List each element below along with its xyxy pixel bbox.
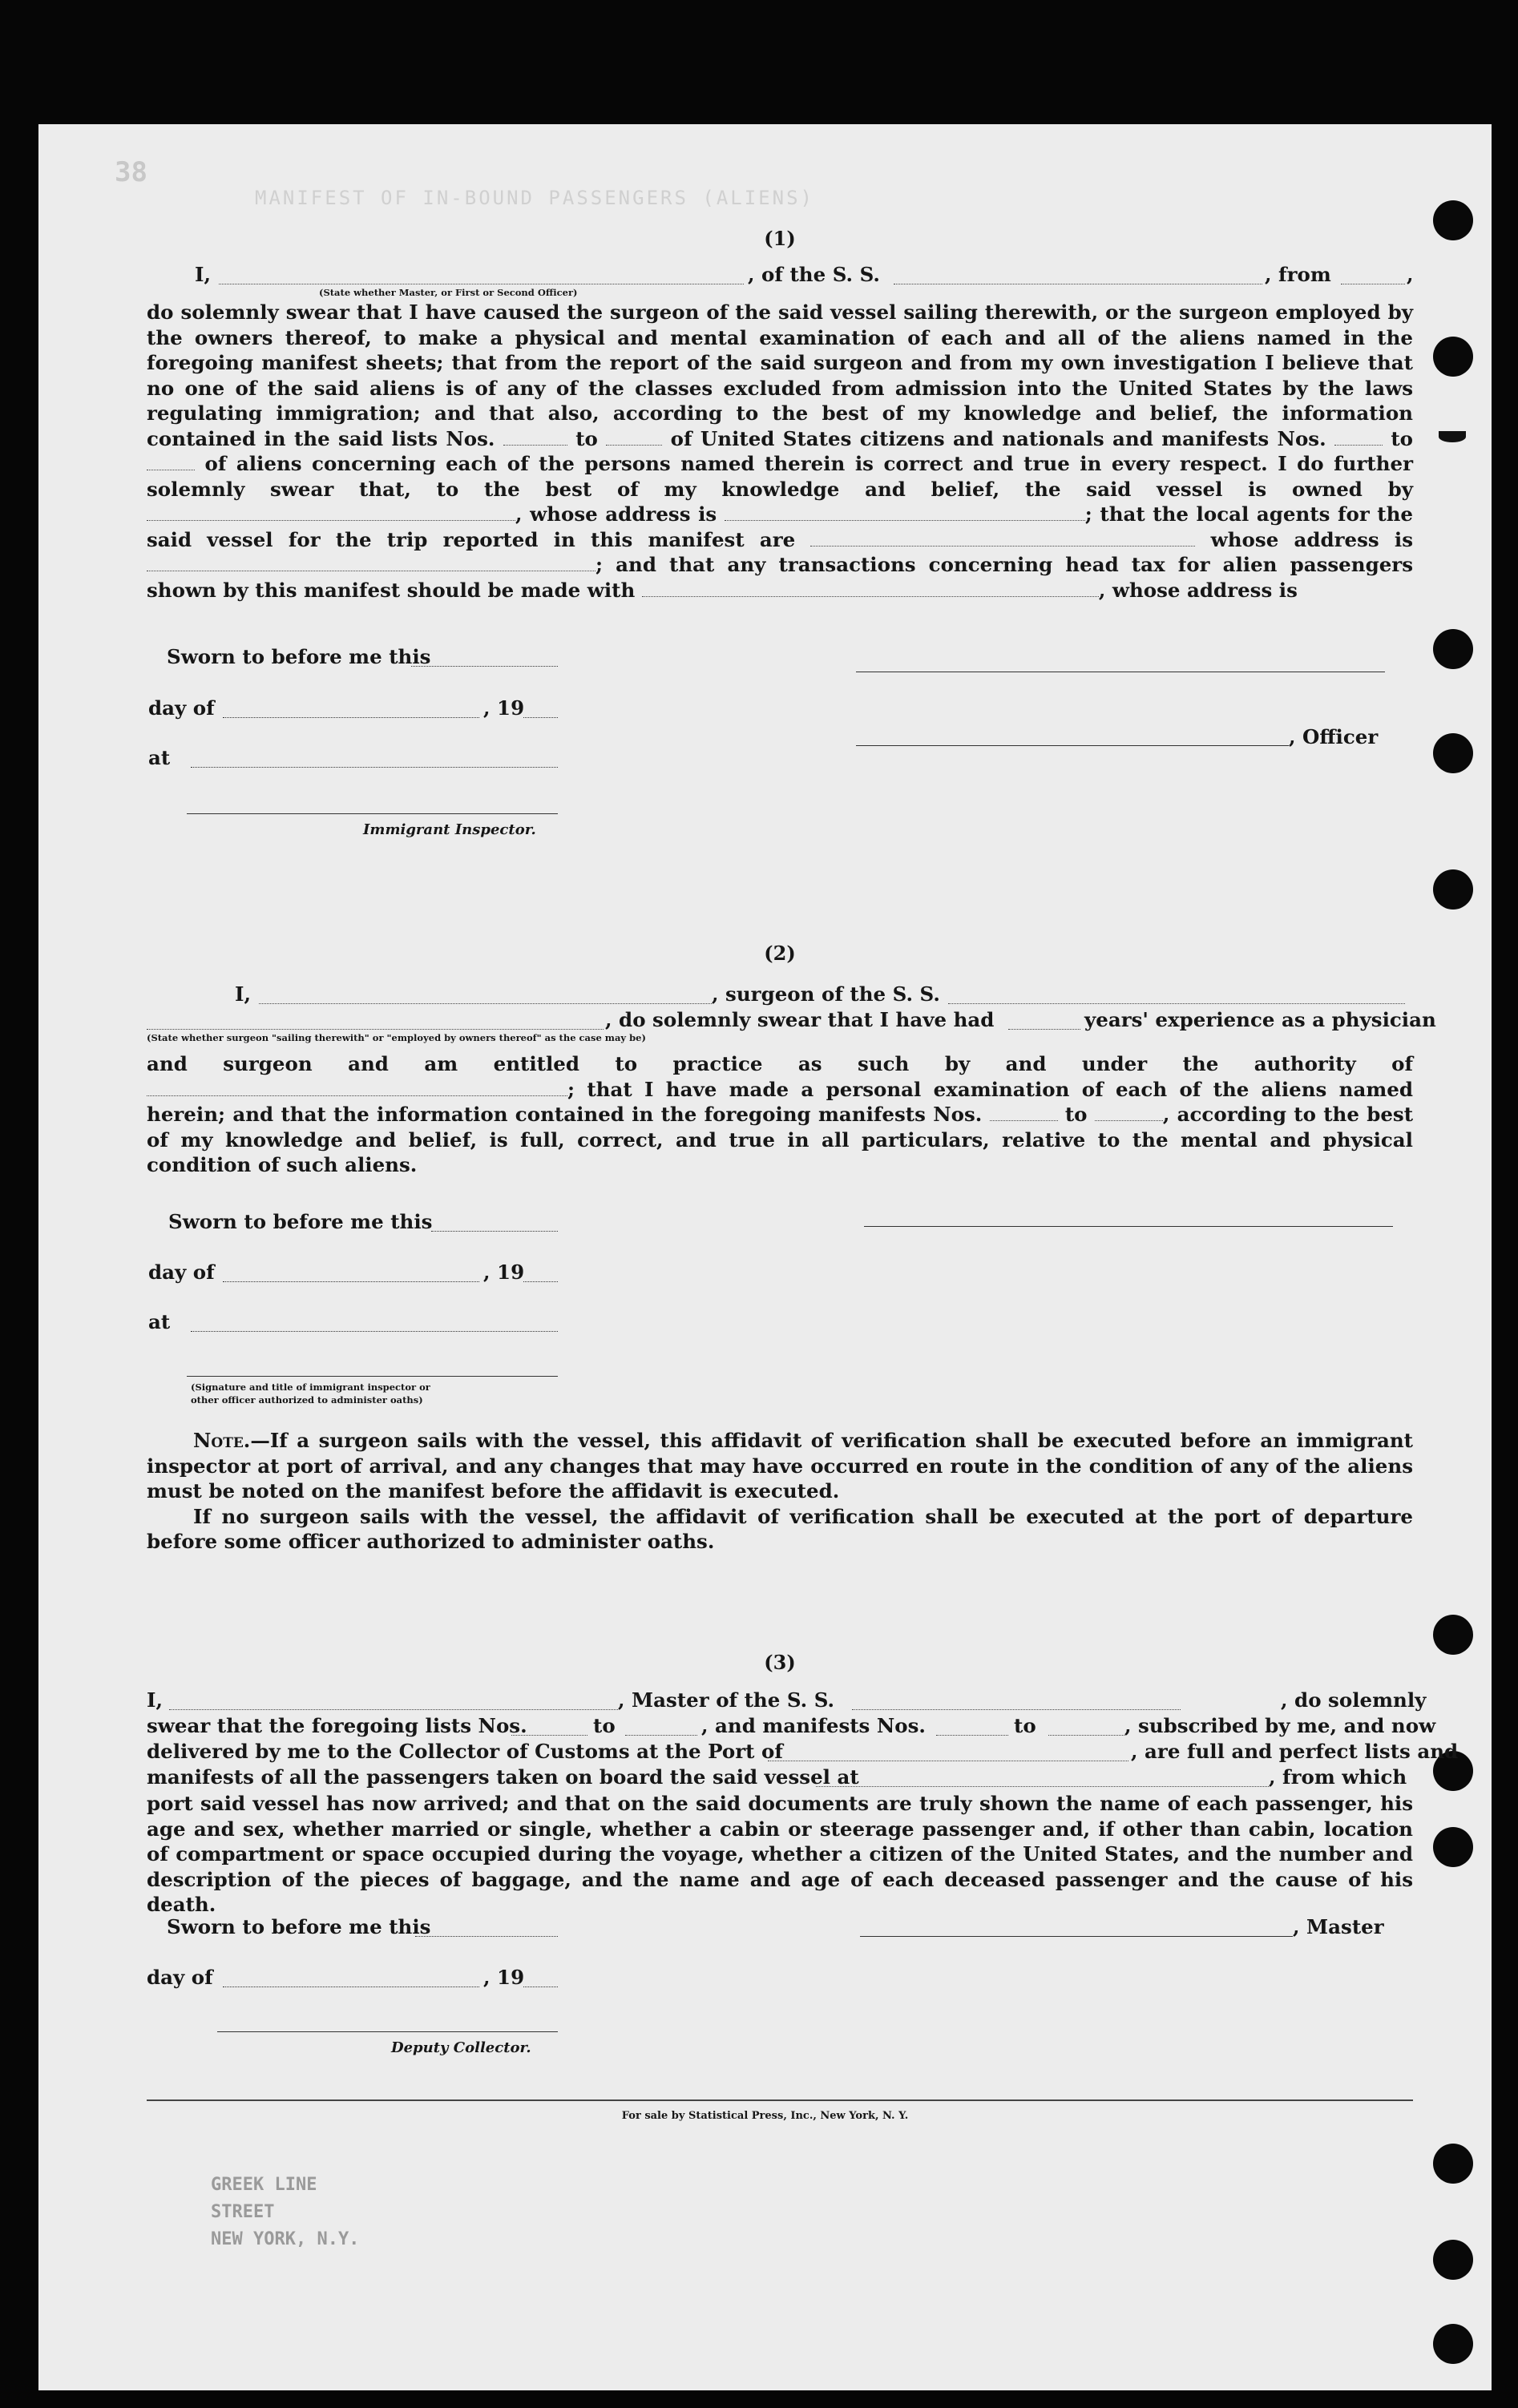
punch-hole (1433, 2144, 1473, 2184)
sworn-label-1: Sworn to before me this (167, 645, 431, 668)
day-of-label-3: day of (147, 1966, 213, 1989)
year-field-3[interactable] (523, 1986, 558, 1987)
at-label-2: at (148, 1310, 171, 1333)
customs-port-field[interactable] (768, 1740, 1128, 1761)
sworn-day-field-2[interactable] (431, 1231, 558, 1232)
punch-hole (1433, 2240, 1473, 2280)
sworn-day-field-3[interactable] (415, 1936, 558, 1937)
master-label: , Master (1293, 1915, 1384, 1938)
section-3-body: port said vessel has now arrived; and that on the said documents are truly shown the name of each passenger, his age and sex, whether married or single, whether a cabin or steerage passenger and, if other than cabin, location of compartment or space occupied during the voyage, whether a citizen of the United States, and the number and description of the pieces of baggage, and the name and age of each deceased passenger and the cause of his death. (147, 1792, 1413, 1916)
section-number: (1) (764, 227, 796, 250)
surgeon-manifests-to-field[interactable] (1095, 1104, 1163, 1121)
note-label: Note. (193, 1429, 251, 1452)
punch-hole (1433, 337, 1473, 377)
manifests-to-field[interactable] (147, 454, 195, 470)
deputy-collector-caption: Deputy Collector. (391, 2039, 531, 2056)
officer-caption: (State whether Master, or First or Second Officer) (319, 287, 578, 298)
immigrant-inspector-caption: Immigrant Inspector. (363, 821, 536, 838)
day-of-label-1: day of (148, 696, 215, 720)
section-2-surgeon-oath: (2) I, , surgeon of the S. S. , do solemnly swear that I have had years' experience as a physician (State whether surgeon "sailing therewith" or "employed by owners thereof" as the case may be) and surgeon and am entitled to practice as such by and under the authority of ; that I have made a personal examination of each of the aliens named herein; and that the information contained in the foregoing manifests Nos. to , according to the best of my knowledge and belief, is full, correct, and true in all particulars, relative to the mental and physical condition of such aliens. (147, 942, 1436, 1176)
section-number: (3) (764, 1651, 796, 1674)
at-field-2[interactable] (191, 1331, 558, 1332)
agent-stamp: GREEK LINE STREET NEW YORK, N.Y. (211, 2175, 360, 2249)
sworn-label-2: Sworn to before me this (168, 1210, 433, 1233)
lists-from-field[interactable] (503, 429, 567, 446)
faint-show-through-title: MANIFEST OF IN-BOUND PASSENGERS (ALIENS) (255, 187, 814, 209)
footer-rule (147, 2099, 1413, 2101)
year-field-1[interactable] (523, 717, 558, 718)
master-line: I, , of the S. S. , from , (State whether Master, or First or Second Officer) (195, 263, 1414, 298)
day-of-field-2[interactable] (223, 1281, 479, 1282)
s3-lists-to-field[interactable] (625, 1714, 697, 1736)
years-experience-field[interactable] (1008, 1008, 1080, 1030)
punch-hole (1433, 2324, 1473, 2364)
head-tax-party-field[interactable] (642, 580, 1099, 597)
from-port-field[interactable] (1341, 263, 1405, 284)
punch-hole (1433, 733, 1473, 773)
master-name-field[interactable] (169, 1688, 618, 1710)
surgeon-manifests-from-field[interactable] (990, 1104, 1058, 1121)
surgeon-status-field[interactable] (147, 1008, 604, 1030)
officer-name-field[interactable] (219, 263, 744, 284)
owner-field[interactable] (147, 504, 515, 521)
surgeon-name-field[interactable] (259, 982, 712, 1004)
officer-title-line[interactable] (856, 745, 1289, 746)
punch-hole (1433, 629, 1473, 669)
inspector-signature-line[interactable] (187, 813, 558, 814)
vessel-name-field[interactable] (894, 263, 1262, 284)
surgeon-signature-line[interactable] (864, 1226, 1393, 1227)
day-of-field-1[interactable] (223, 717, 479, 718)
punch-hole (1433, 869, 1473, 910)
printer-footer: For sale by Statistical Press, Inc., New York, N. Y. (621, 2110, 909, 2122)
officer-label: , Officer (1289, 725, 1379, 748)
note-block (147, 1428, 1413, 1555)
deputy-collector-signature-line[interactable] (217, 2031, 558, 2032)
year-field-2[interactable] (523, 1281, 558, 1282)
punch-hole (1433, 1615, 1473, 1655)
punch-hole (1433, 1827, 1473, 1867)
lists-to-field[interactable] (606, 429, 662, 446)
sworn-day-field-1[interactable] (411, 666, 558, 667)
local-agents-field[interactable] (810, 530, 1195, 547)
day-of-label-2: day of (148, 1260, 215, 1284)
surgeon-caption: (State whether surgeon "sailing therewith" or "employed by owners thereof" as the case may be) (147, 1032, 646, 1043)
at-label-1: at (148, 746, 171, 769)
surgeon-vessel-field[interactable] (948, 982, 1405, 1004)
owner-address-field[interactable] (725, 504, 1085, 521)
sworn-label-3: Sworn to before me this (167, 1915, 431, 1938)
master-signature-line[interactable] (860, 1936, 1293, 1937)
master-vessel-field[interactable] (852, 1688, 1181, 1710)
agents-address-field[interactable] (147, 555, 595, 571)
punch-notch (1439, 431, 1466, 442)
s3-manifests-to-field[interactable] (1048, 1714, 1124, 1736)
punch-hole (1433, 200, 1473, 240)
manifests-from-field[interactable] (1334, 429, 1383, 446)
s3-lists-from-field[interactable] (511, 1714, 587, 1736)
page-corner-number: 38 (115, 156, 147, 188)
at-field-1[interactable] (191, 767, 558, 768)
officer-signature-line-2[interactable] (187, 1376, 558, 1377)
section-1-body: do solemnly swear that I have caused the surgeon of the said vessel sailing therewith, or the surgeon employed by the owners thereof, to make a physical and mental examination of each and all of the aliens named in the foregoing manifest sheets; that from the report of the said surgeon and from my own investigation I believe that no one of the said aliens is of any of the classes excluded from admission into the United States by the laws regulating immigration; and that also, according to the best of my knowledge and belief, the information contained in the said lists Nos. to of United States citizens and nationals and manifests Nos. to of aliens concerning each of the persons named therein is correct and true in every respect. I do further solemnly swear that, to the best of my knowledge and belief, the said vessel is owned by , whose address is ; that the local agents for the said vessel for the trip reported in this manifest are whose address is ; and that any transactions concerning head tax for alien passengers shown by this manifest should be made with , whose address is (147, 300, 1414, 602)
manifest-page: 38 MANIFEST OF IN-BOUND PASSENGERS (ALIENS) (1) I, , of the S. S. , from , (State whether Master, or First or Second Officer) do solemnly swear that I have caused the surgeon of the said vessel sailing therewith, or the surgeon employed by the owners thereof, to make a physical and mental examination of each and all of the aliens named in the foregoing manifest sheets; that from the report of the said surgeon and from my own investigation I believe that no one of the said aliens is of any of the classes excluded from admission into the United States by the laws regulating immigration; and that also, according to the best of my knowledge and belief, the information contained in the said lists Nos. to of United States citizens and nationals and manifests Nos. to of aliens concerning each of the persons named therein is correct and true in every respect. I do further solemnly swear that, to the best of my knowledge and belief, the said vessel is owned by , whose address is ; that the local agents for the said vessel for the trip reported in this manifest are whose address is ; and that any transactions concerning head tax for alien passengers shown by this manifest should be made with , whose address is Sworn to before me this day of , 19 , Officer at Immigrant Inspector. (2) I, , surgeon of the S. S. , do solemnly swear that I have had years' experience as a physician (State whether surgeon "sailing therewith" or "employed by owners thereof" as the case may be) and surgeon and am entitled to practice as such by and under the authority of ; that I have made a personal examination of each of the aliens named herein; and that the information contained in the foregoing manifests Nos. to , according to the best of my knowledge and belief, is full, correct, and true in all particulars, relative to the mental and physical condition of such aliens. Sworn to before me this day of , 19 at (Signature and title of immigrant inspector or other officer authorized to administer oaths) Note.—If a surgeon sails with the vessel, this affidavit of verification shall be executed before an immigrant inspector at port of arrival, and any changes that may have occurred en route in the condition of any of the aliens must be noted on the manifest before the affidavit is executed. If no surgeon sails with the vessel, the affidavit of verification shall be executed at the port of departure before some officer authorized to administer oaths. (3) I, , Master of the S. S. , do solemnly swear that the foregoing lists Nos. to , and manifests Nos. to , subscribed by me, and now delivered by me to the Collector of Customs at the Port of , are full and perfect lists and manifests of all the passengers taken on board the said vessel at , from which port said vessel has now arrived; and that on the said documents are truly shown the name of each passenger, his age and sex, whether married or single, whether a cabin or steerage passenger and, if other than cabin, location of compartment or space occupied during the voyage, whether a citizen of the United States, and the number and description of the pieces of baggage, and the name and age of each deceased passenger and the cause of his death. Sworn to before me this , Master day of , 19 Deputy Collector. For sale by Statistical Press, Inc., New York, N. Y. GREEK LINE STREET NEW YORK, N.Y. (38, 124, 1492, 2390)
section-3-master-oath: (3) I, , Master of the S. S. , do solemnly swear that the foregoing lists Nos. to , and manifests Nos. to , subscribed by me, and now delivered by me to the Collector of Customs at the Port of , are full and perfect lists and manifests of all the passengers taken on board the said vessel at , from which port said vessel has now arrived; and that on the said documents are truly shown the name of each passenger, his age and sex, whether married or single, whether a cabin or steerage passenger and, if other than cabin, location of compartment or space occupied during the voyage, whether a citizen of the United States, and the number and description of the pieces of baggage, and the name and age of each deceased passenger and the cause of his death. (147, 1651, 1459, 1916)
note-paragraph-1: Note.—If a surgeon sails with the vessel, this affidavit of verification shall be executed before an immigrant inspector at port of arrival, and any changes that may have occurred en route in the condition of any of the aliens must be noted on the manifest before the affidavit is executed. (147, 1429, 1413, 1502)
boarding-port-field[interactable] (816, 1765, 1269, 1787)
day-of-field-3[interactable] (223, 1986, 479, 1987)
section-number: (2) (764, 942, 796, 965)
section-2-body: and surgeon and am entitled to practice as such by and under the authority of ; that I have made a personal examination of each of the aliens named herein; and that the information contained in the foregoing manifests Nos. to , according to the best of my knowledge and belief, is full, correct, and true in all particulars, relative to the mental and physical condition of such aliens. (147, 1052, 1414, 1176)
section-1-master-oath (147, 227, 1413, 603)
s3-manifests-from-field[interactable] (936, 1714, 1008, 1736)
authority-field[interactable] (147, 1079, 567, 1096)
note-paragraph-2: If no surgeon sails with the vessel, the affidavit of verification shall be executed at the port of departure before some officer authorized to administer oaths. (147, 1504, 1413, 1553)
